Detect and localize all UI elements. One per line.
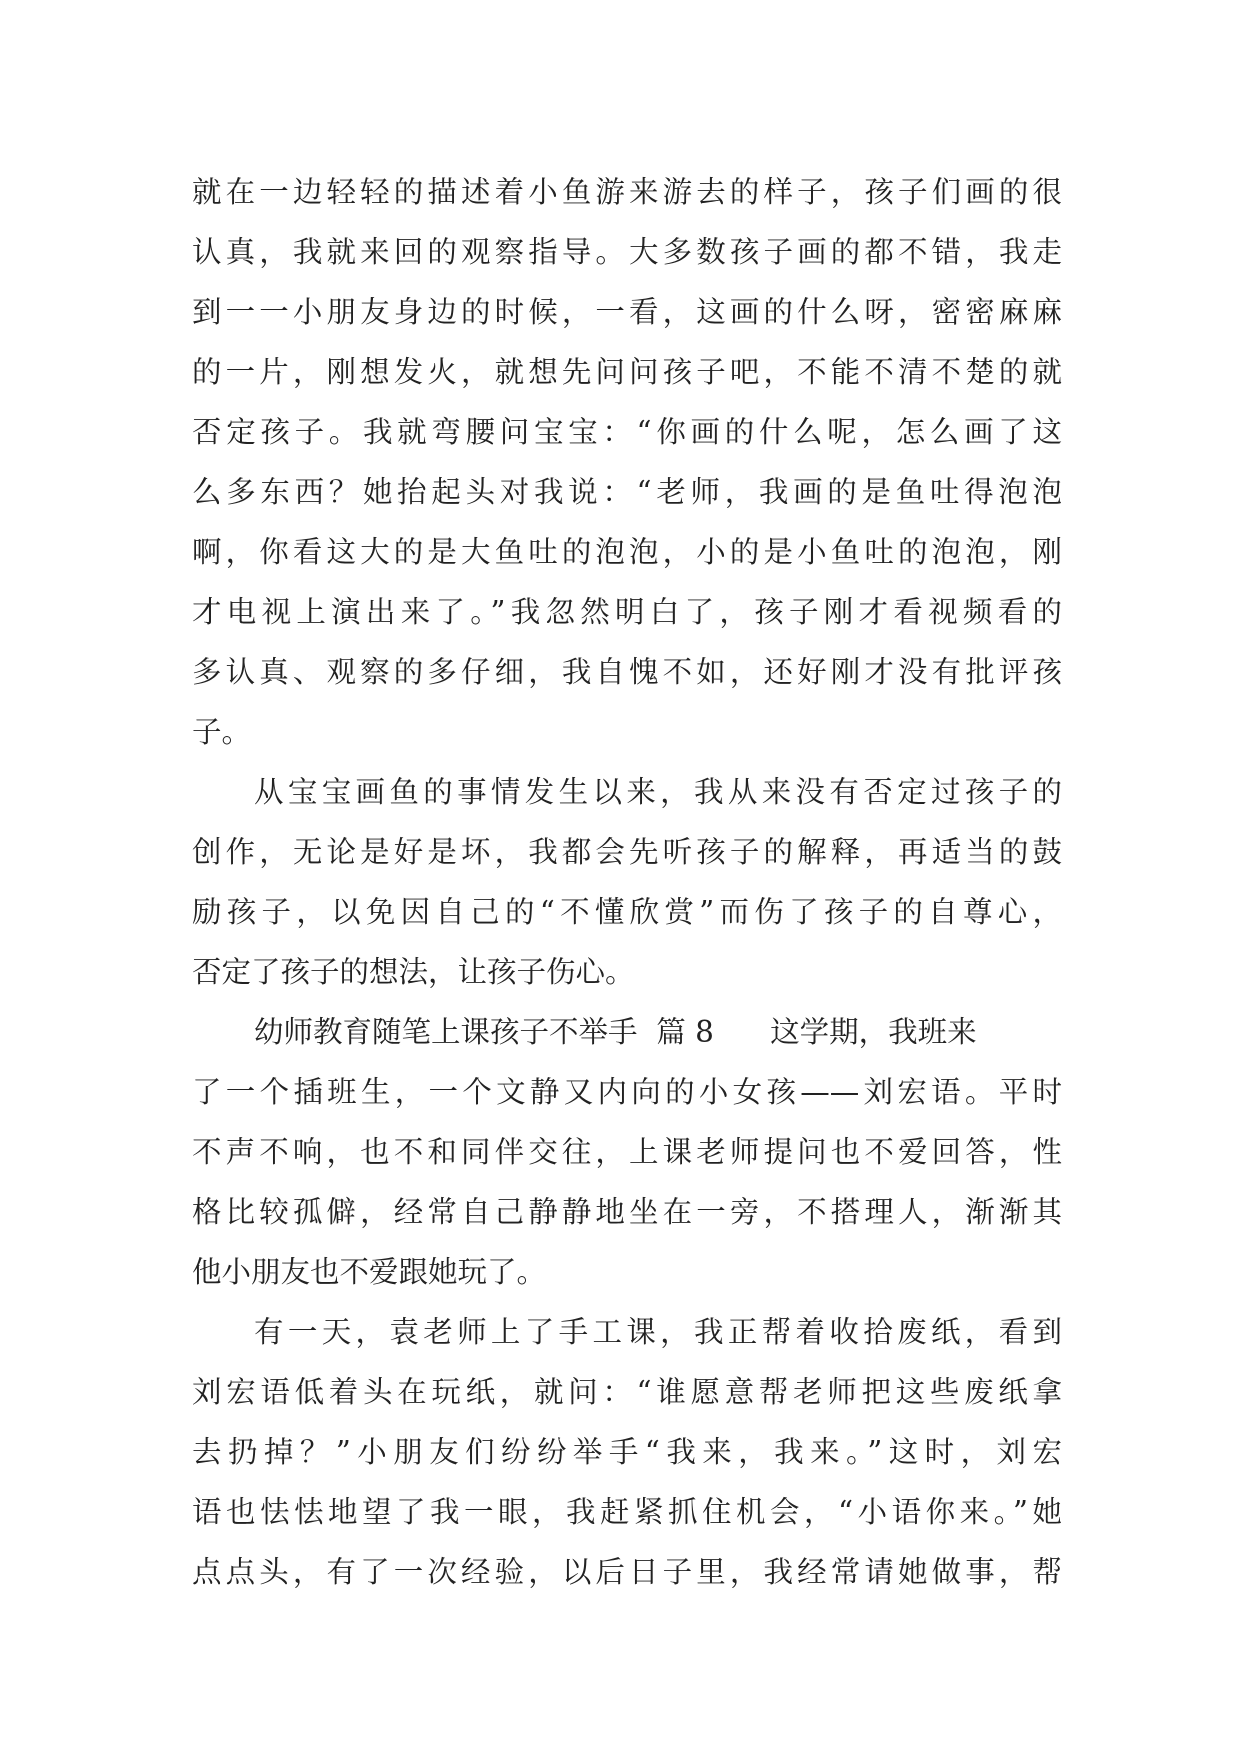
paragraph-2-line-1: 从宝宝画鱼的事情发生以来，我从来没有否定过孩子的 [254,775,1062,809]
paragraph-3-line-2: 了一个插班生，一个文静又内向的小女孩——刘宏语。平时 [192,1075,1062,1109]
paragraph-3-line-3: 不声不响，也不和同伴交往，上课老师提问也不爱回答，性 [192,1135,1062,1169]
paragraph-3 [192,1002,1062,1302]
paragraph-1-line-1: 就在一边轻轻的描述着小鱼游来游去的样子，孩子们画的很 [192,175,1062,209]
paragraph-1-line-5: 否定孩子。我就弯腰问宝宝：“你画的什么呢，怎么画了这 [192,415,1062,449]
paragraph-1-line-4: 的一片，刚想发火，就想先问问孩子吧，不能不清不楚的就 [192,355,1062,389]
paragraph-4-line-2: 刘宏语低着头在玩纸，就问：“谁愿意帮老师把这些废纸拿 [192,1375,1062,1409]
paragraph-1-line-2: 认真，我就来回的观察指导。大多数孩子画的都不错，我走 [192,235,1062,269]
paragraph-1-line-9: 多认真、观察的多仔细，我自愧不如，还好刚才没有批评孩 [192,655,1062,689]
paragraph-4-line-4: 语也怯怯地望了我一眼，我赶紧抓住机会，“小语你来。”她 [192,1495,1062,1529]
paragraph-1-line-6: 么多东西？她抬起头对我说：“老师，我画的是鱼吐得泡泡 [192,475,1062,509]
paragraph-3-line-4: 格比较孤僻，经常自己静静地坐在一旁，不搭理人，渐渐其 [192,1195,1062,1229]
paragraph-2-line-2: 创作，无论是好是坏，我都会先听孩子的解释，再适当的鼓 [192,835,1062,869]
paragraph-1-line-8: 才电视上演出来了。”我忽然明白了，孩子刚才看视频看的 [192,595,1062,629]
document-body [192,162,1062,1602]
paragraph-3-line-5: 他小朋友也不爱跟她玩了。 [192,1255,547,1289]
paragraph-1-line-10: 子。 [192,715,252,749]
paragraph-4-line-3: 去扔掉？”小朋友们纷纷举手“我来，我来。”这时，刘宏 [192,1435,1062,1469]
paragraph-1-line-7: 啊，你看这大的是大鱼吐的泡泡，小的是小鱼吐的泡泡，刚 [192,535,1062,569]
paragraph-2-line-3: 励孩子，以免因自己的“不懂欣赏”而伤了孩子的自尊心， [192,895,1062,929]
paragraph-4-line-1: 有一天，袁老师上了手工课，我正帮着收拾废纸，看到 [254,1315,1062,1349]
paragraph-4-line-5: 点点头，有了一次经验，以后日子里，我经常请她做事，帮 [192,1555,1062,1589]
paragraph-4 [192,1302,1062,1602]
paragraph-2 [192,762,1062,1002]
paragraph-1 [192,162,1062,762]
paragraph-2-line-4: 否定了孩子的想法，让孩子伤心。 [192,955,635,989]
paragraph-1-line-3: 到一一小朋友身边的时候，一看，这画的什么呀，密密麻麻 [192,295,1062,329]
paragraph-3-line-1: 幼师教育随笔上课孩子不举手 篇 8 这学期，我班来 [254,1015,977,1049]
